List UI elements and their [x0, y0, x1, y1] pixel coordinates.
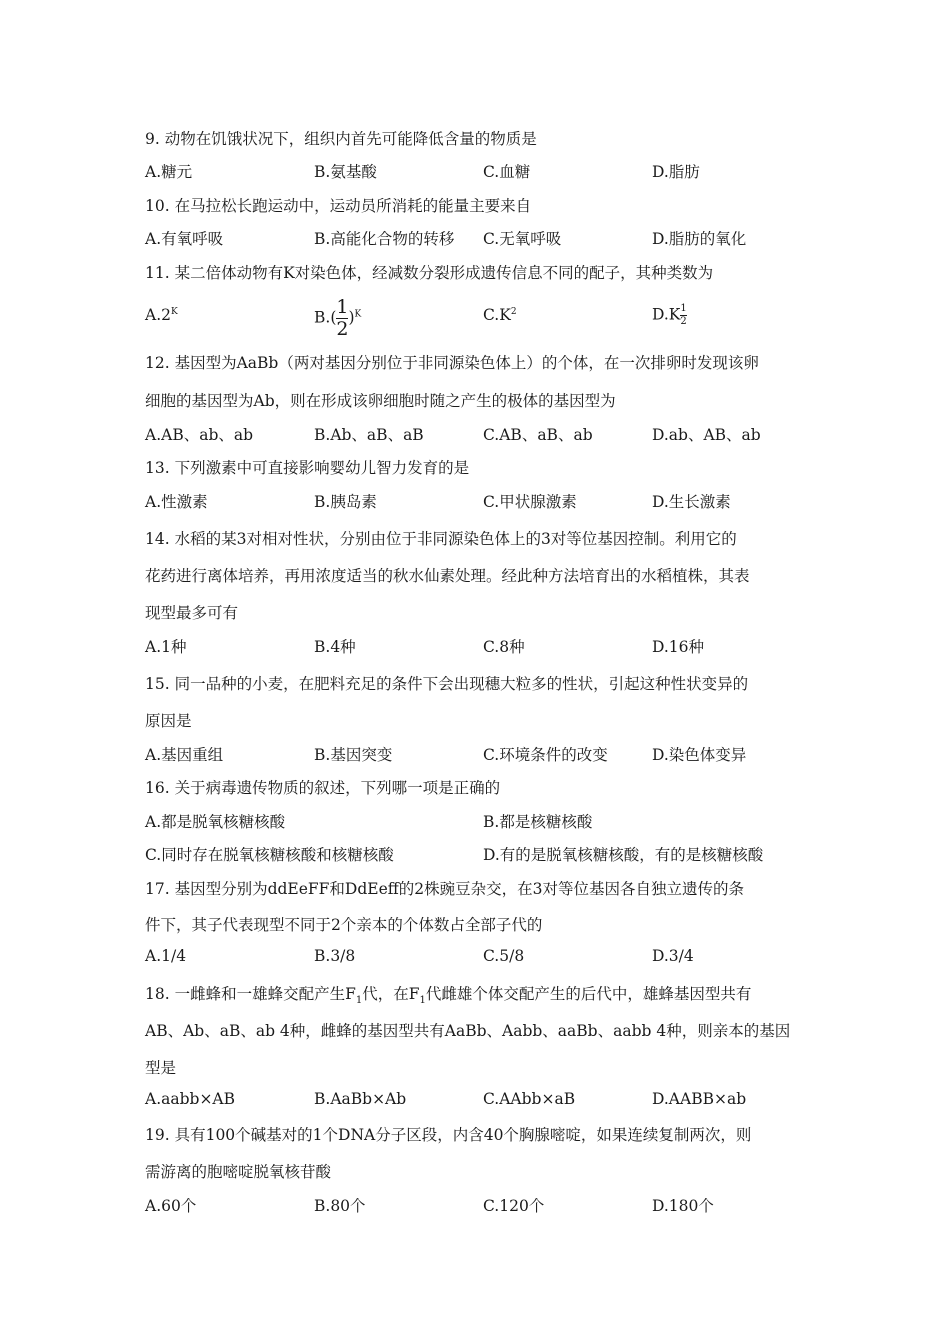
option-c: C.环境条件的改变 — [483, 746, 608, 764]
option-d: D.3/4 — [652, 947, 694, 965]
question-14-stem-line-3: 现型最多可有 — [145, 604, 239, 622]
question-17-stem-line-2: 件下，其子代表现型不同于2个亲本的个体数占全部子代的 — [145, 916, 543, 934]
option-c: $C.K^2$ — [483, 306, 517, 324]
question-15-stem-line-2: 原因是 — [145, 712, 192, 730]
option-a: A.糖元 — [145, 163, 193, 181]
question-15-stem-line-1: 15. 同一品种的小麦，在肥料充足的条件下会出现穗大粒多的性状，引起这种性状变异的 — [145, 675, 749, 693]
option-d: D.脂肪 — [652, 163, 700, 181]
option-a: A.aabb×AB — [145, 1090, 236, 1108]
question-12-stem-line-2: 细胞的基因型为Ab，则在形成该卵细胞时随之产生的极体的基因型为 — [145, 392, 616, 410]
option-b: B.AaBb×Ab — [314, 1090, 407, 1108]
option-d: D.180个 — [652, 1197, 714, 1215]
option-c: C.AB、aB、ab — [483, 426, 593, 444]
option-d: D.AABB×ab — [652, 1090, 747, 1108]
option-a: A.都是脱氧核糖核酸 — [145, 813, 286, 831]
option-c: C.8种 — [483, 638, 525, 656]
option-c: C.120个 — [483, 1197, 545, 1215]
option-c: C.无氧呼吸 — [483, 230, 562, 248]
option-d: D.染色体变异 — [652, 746, 747, 764]
option-a: A.性激素 — [145, 493, 208, 511]
option-c: C.血糖 — [483, 163, 531, 181]
question-11-stem: 11. 某二倍体动物有K对染色体，经减数分裂形成遗传信息不同的配子，其种类数为 — [145, 264, 714, 282]
option-d: D.ab、AB、ab — [652, 426, 761, 444]
option-b: B.Ab、aB、aB — [314, 426, 424, 444]
option-a: A.AB、ab、ab — [145, 426, 254, 444]
option-b: B.80个 — [314, 1197, 366, 1215]
option-b: B.都是核糖核酸 — [483, 813, 593, 831]
option-d: D.16种 — [652, 638, 705, 656]
option-d: D.生长激素 — [652, 493, 731, 511]
question-10-stem: 10. 在马拉松长跑运动中，运动员所消耗的能量主要来自 — [145, 197, 532, 215]
option-b: B.氨基酸 — [314, 163, 377, 181]
question-14-stem-line-2: 花药进行离体培养，再用浓度适当的秋水仙素处理。经此种方法培育出的水稻植株，其表 — [145, 567, 750, 585]
option-d: D.脂肪的氧化 — [652, 230, 747, 248]
option-b: B.高能化合物的转移 — [314, 230, 455, 248]
option-c: C.5/8 — [483, 947, 525, 965]
option-d: D.K $\frac{1}{2}$ — [652, 303, 687, 327]
option-b: B.胰岛素 — [314, 493, 377, 511]
question-13-stem: 13. 下列激素中可直接影响婴幼儿智力发育的是 — [145, 459, 470, 477]
option-d: D.有的是脱氧核糖核酸，有的是核糖核酸 — [483, 846, 764, 864]
question-16-stem: 16. 关于病毒遗传物质的叙述，下列哪一项是正确的 — [145, 779, 501, 797]
question-18-stem-line-1: 18. 一雌蜂和一雄蜂交配产生$F_1$代，在$F_1$代雌雄个体交配产生的后代中，雄蜂基因型共有 — [145, 985, 752, 1007]
option-c: C.同时存在脱氧核糖核酸和核糖核酸 — [145, 846, 394, 864]
question-17-stem-line-1: 17. 基因型分别为ddEeFF和DdEeff的2株豌豆杂交，在3对等位基因各自独立遗传的条 — [145, 880, 744, 898]
option-a: A.基因重组 — [145, 746, 224, 764]
fraction-one-half-small: $\frac{1}{2}$ — [680, 303, 687, 327]
fraction-one-half: $\frac{1}{2}$ — [336, 296, 349, 340]
option-b: B.3/8 — [314, 947, 356, 965]
option-c: C.AAbb×aB — [483, 1090, 576, 1108]
question-12-stem-line-1: 12. 基因型为AaBb（两对基因分别位于非同源染色体上）的个体，在一次排卵时发现该卵 — [145, 354, 759, 372]
option-a: A.1种 — [145, 638, 187, 656]
option-c: C.甲状腺激素 — [483, 493, 577, 511]
question-19-stem-line-1: 19. 具有100个碱基对的1个DNA分子区段，内含40个胸腺嘧啶，如果连续复制两次，则 — [145, 1126, 752, 1144]
option-b: B.4种 — [314, 638, 356, 656]
question-19-stem-line-2: 需游离的胞嘧啶脱氧核苷酸 — [145, 1163, 332, 1181]
option-b: B.基因突变 — [314, 746, 393, 764]
option-b: B.( $\frac{1}{2}$ )$^K$ — [314, 296, 362, 340]
option-a: A.60个 — [145, 1197, 197, 1215]
question-18-stem-line-3: 型是 — [145, 1059, 177, 1077]
question-9-stem: 9. 动物在饥饿状况下，组织内首先可能降低含量的物质是 — [145, 130, 537, 148]
question-18-stem-line-2: AB、Ab、aB、ab 4种，雌蜂的基因型共有AaBb、Aabb、aaBb、aabb 4种，则亲本的基因 — [145, 1022, 791, 1040]
option-a: $A.2^K$ — [145, 306, 178, 324]
question-11-options — [145, 298, 815, 342]
option-a: A.有氧呼吸 — [145, 230, 224, 248]
question-14-stem-line-1: 14. 水稻的某3对相对性状，分别由位于非同源染色体上的3对等位基因控制。利用它的 — [145, 530, 737, 548]
option-a: A.1/4 — [145, 947, 187, 965]
